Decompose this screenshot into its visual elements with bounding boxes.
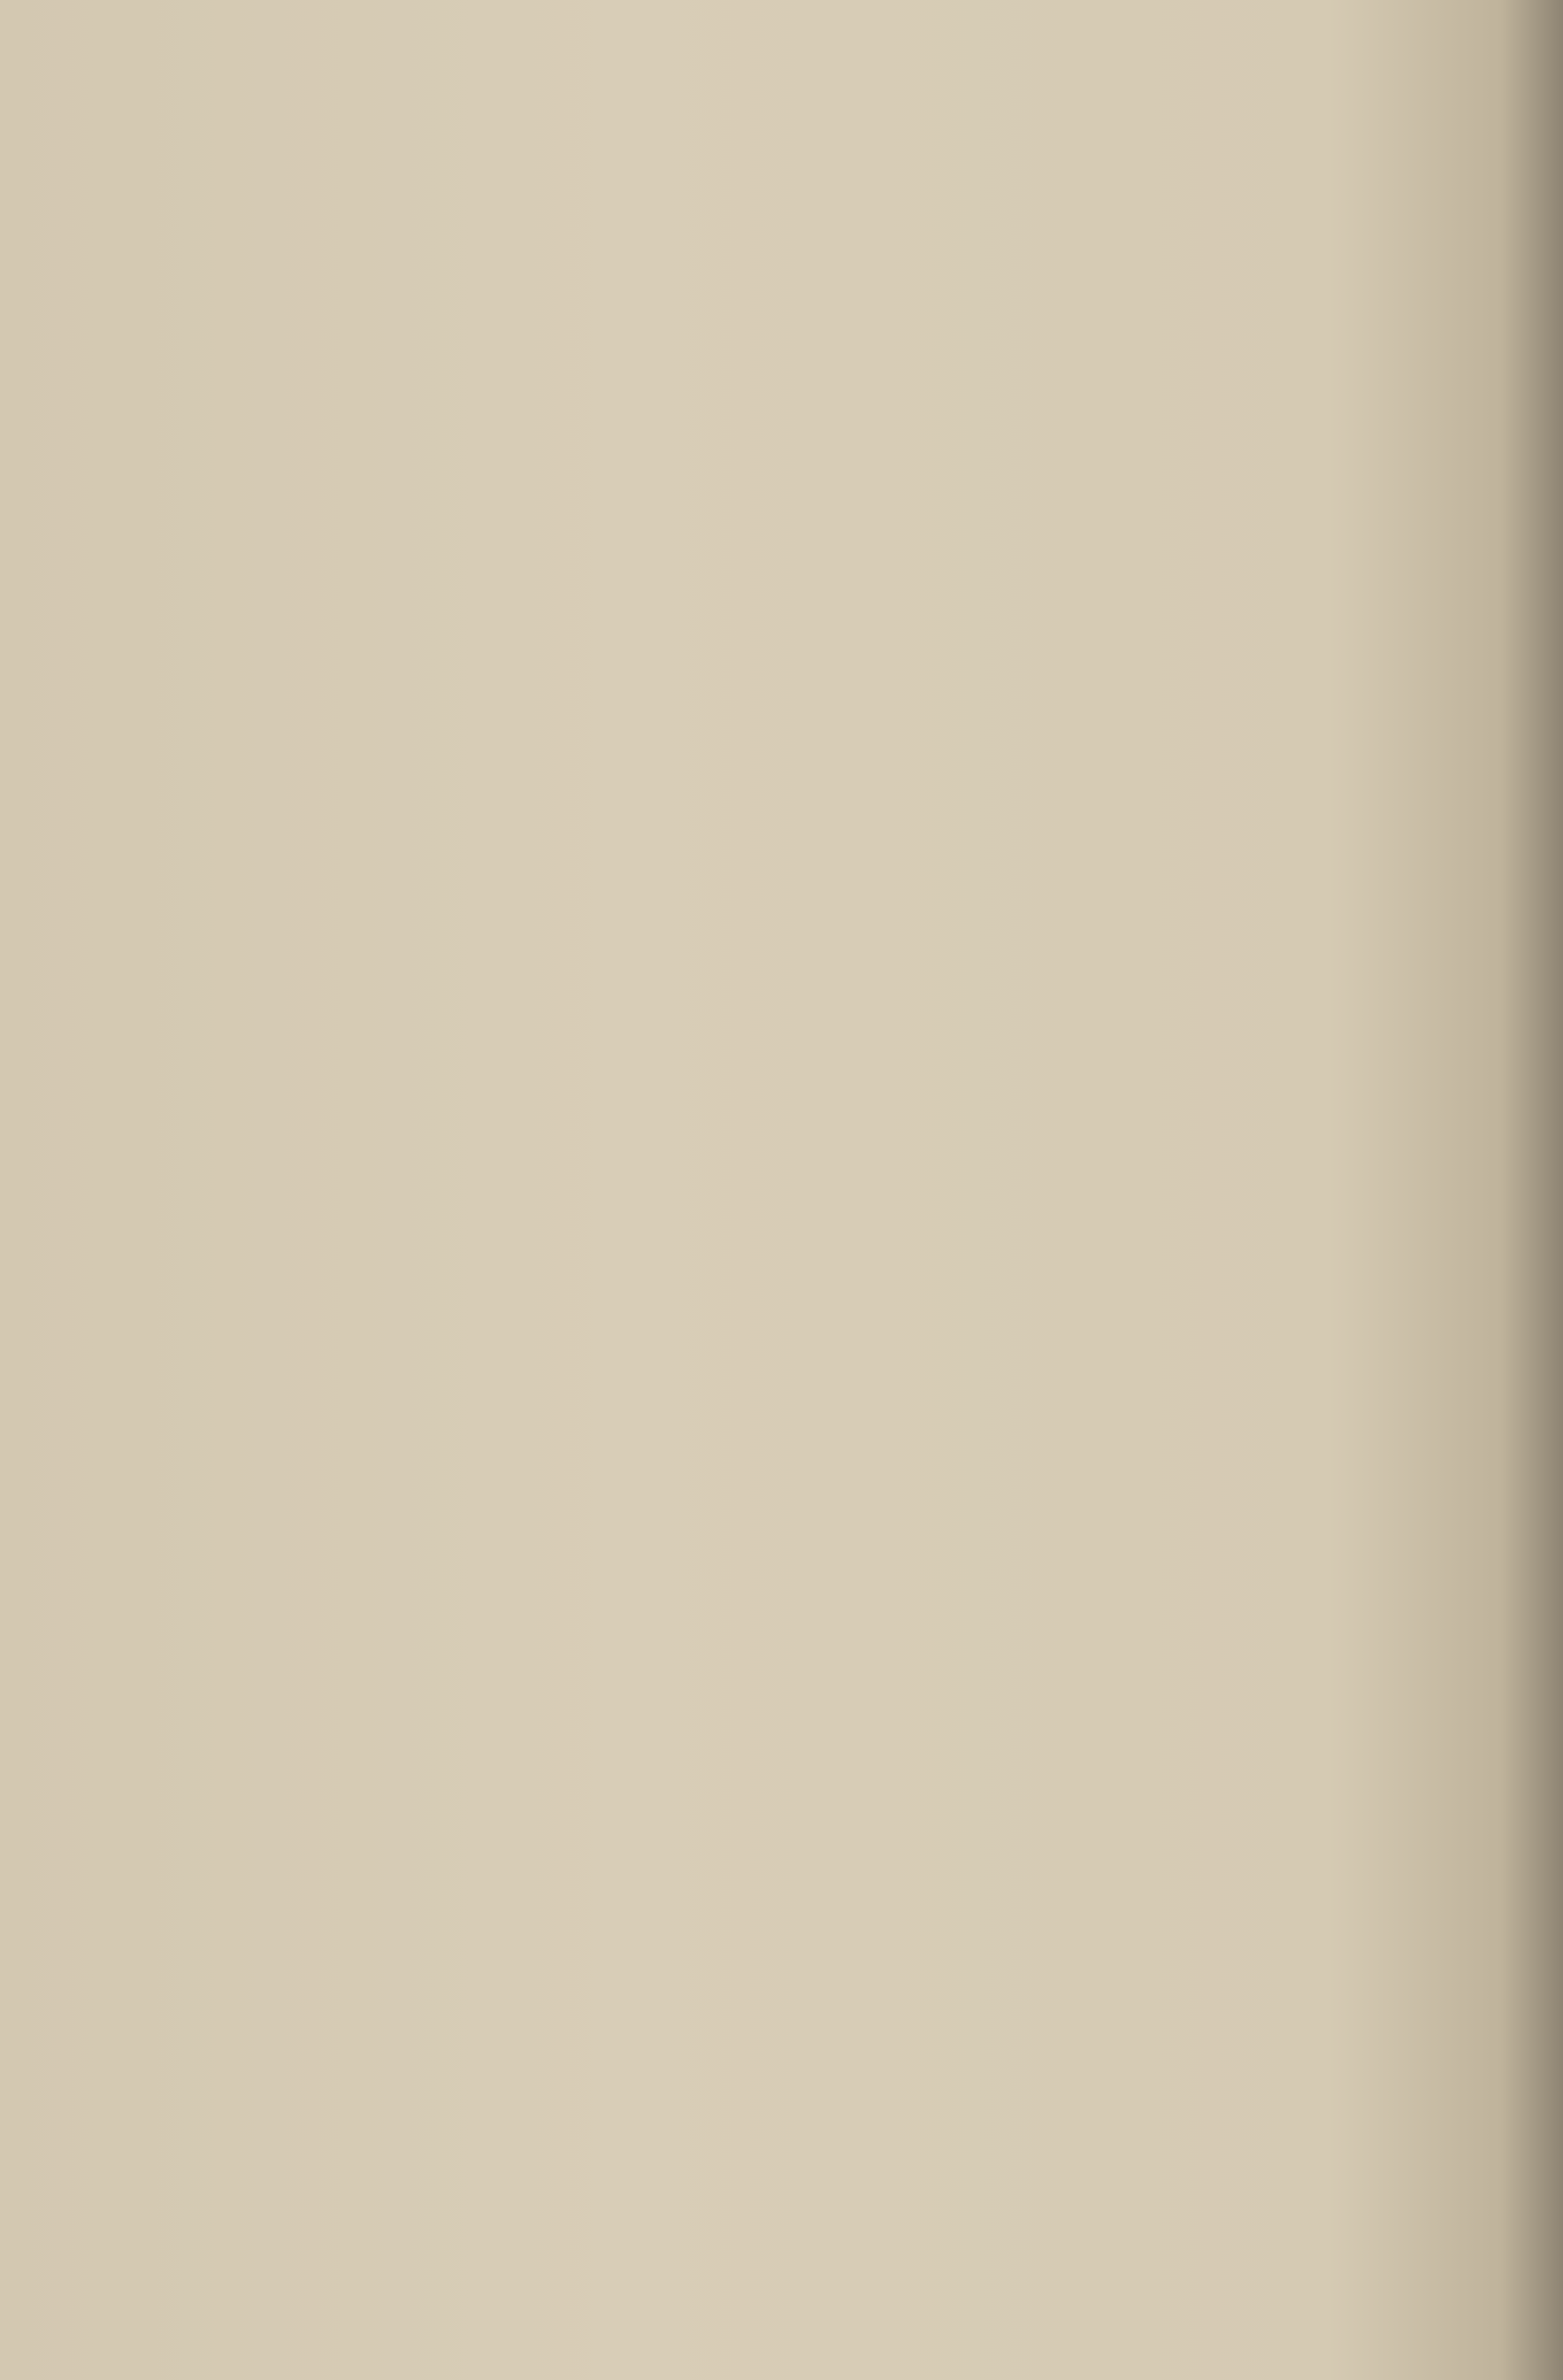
estimates-content — [168, 164, 1468, 220]
page-header — [159, 69, 1486, 131]
group-brace — [219, 220, 237, 229]
